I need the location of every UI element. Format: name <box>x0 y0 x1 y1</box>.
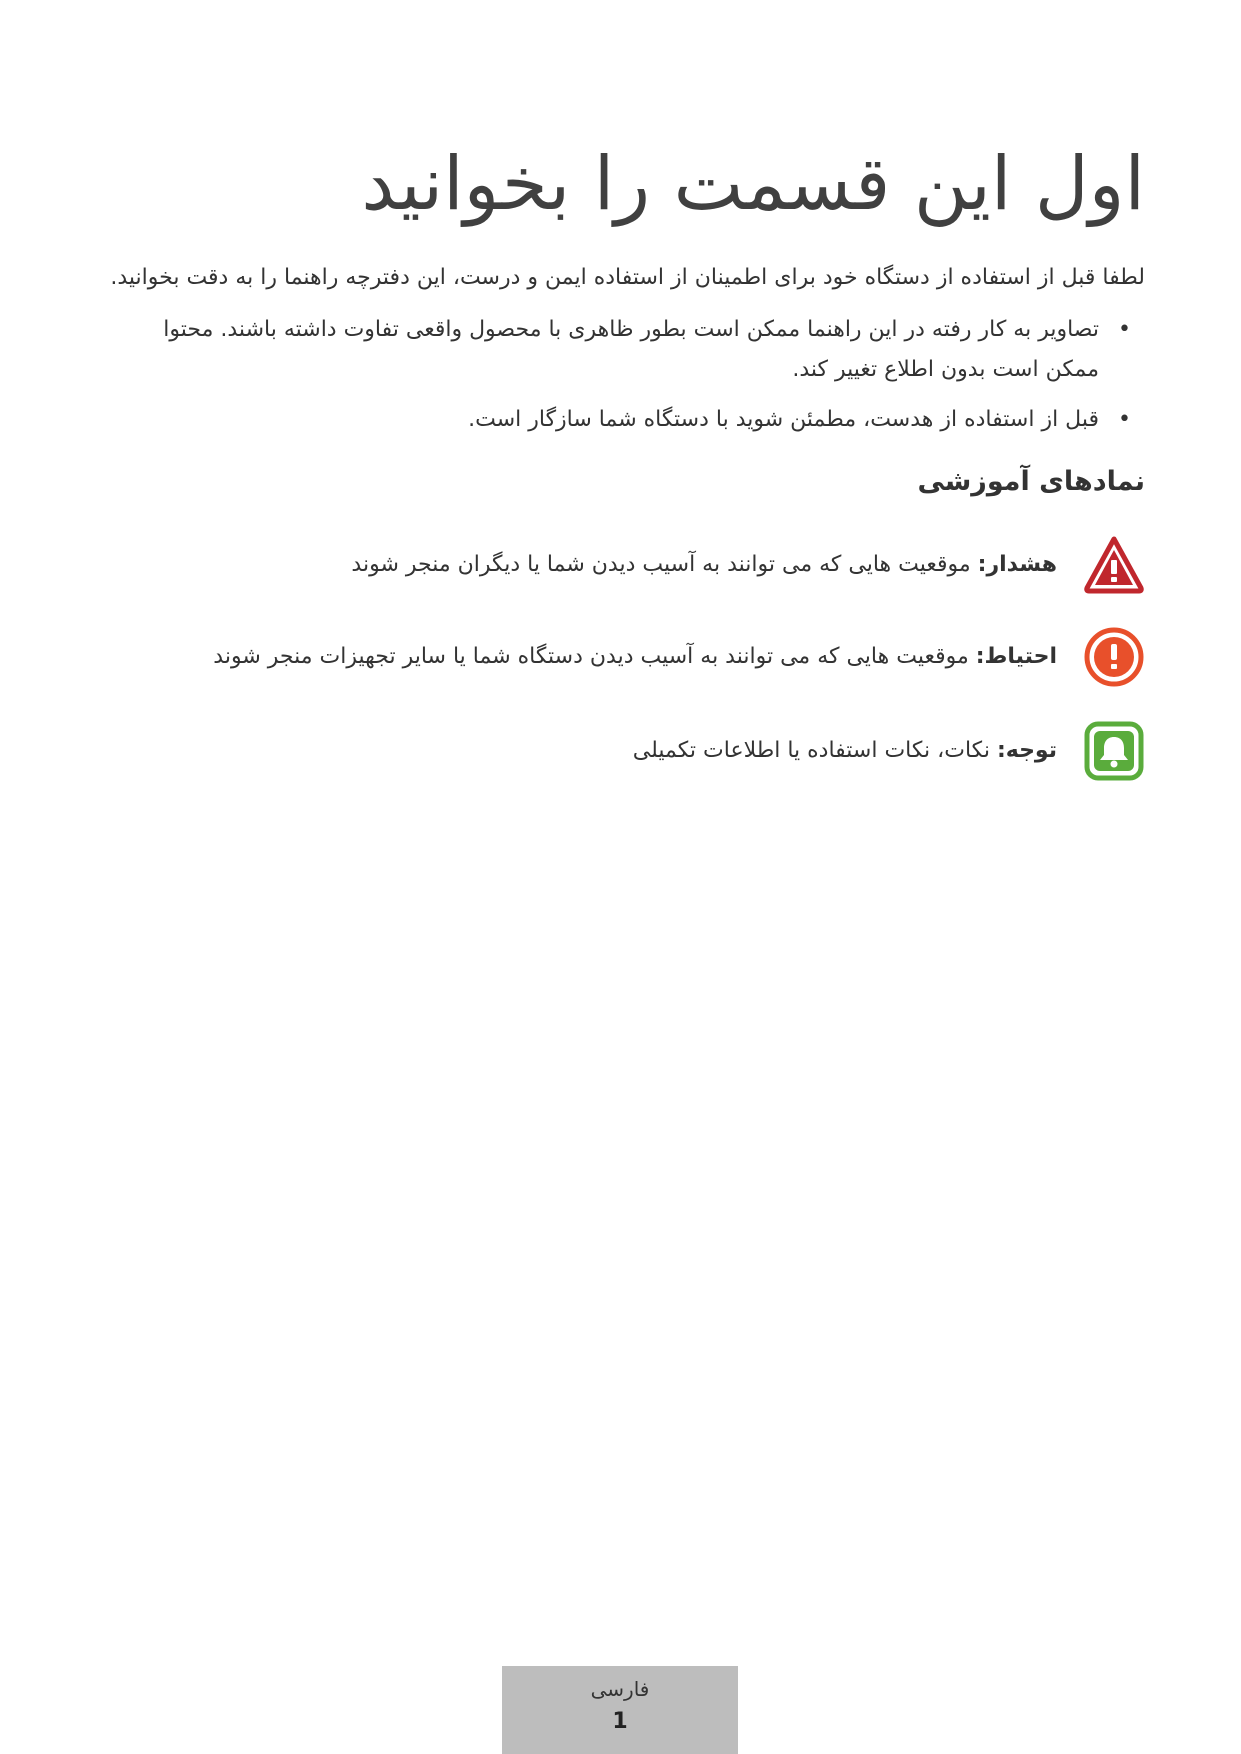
notice-body: نکات، نکات استفاده یا اطلاعات تکمیلی <box>632 738 997 763</box>
note-bell-icon <box>1083 720 1145 782</box>
footer-language: فارسی <box>590 1677 650 1701</box>
notice-label: احتیاط: <box>975 644 1057 669</box>
page-number: 1 <box>612 1709 628 1734</box>
page-footer <box>502 1666 738 1754</box>
notice-warning <box>125 534 1145 596</box>
list-item-text: قبل از استفاده از هدست، مطمئن شوید با دستگاه شما سازگار است. <box>468 407 1099 432</box>
bullet-marker: • <box>1118 317 1131 342</box>
intro-paragraph: لطفا قبل از استفاده از دستگاه خود برای اطمینان از استفاده ایمن و درست، این دفترچه راهنما را به دقت بخوانید. <box>110 265 1145 290</box>
list-item <box>125 400 1145 440</box>
notice-warning-text <box>351 547 1057 583</box>
notice-label: توجه: <box>996 738 1057 763</box>
bullet-marker: • <box>1118 407 1131 432</box>
notice-body: موقعیت هایی که می توانند به آسیب دیدن شما یا دیگران منجر شوند <box>351 552 978 577</box>
list-item <box>125 310 1145 390</box>
warning-triangle-icon <box>1083 534 1145 596</box>
notice-note-text <box>633 733 1057 769</box>
list-item-text: تصاویر به کار رفته در این راهنما ممکن است بطور ظاهری با محصول واقعی تفاوت داشته باشند. محتوا ممکن است بدون اطلاع تغییر کند. <box>163 317 1099 382</box>
caution-exclamation-icon <box>1083 626 1145 688</box>
bullet-list <box>125 310 1145 450</box>
section-heading: نمادهای آموزشی <box>917 466 1145 497</box>
notice-note <box>125 720 1145 782</box>
notice-label: هشدار: <box>977 552 1057 577</box>
notice-caution <box>125 626 1145 688</box>
notice-caution-text <box>213 639 1057 675</box>
page-title: اول این قسمت را بخوانید <box>361 141 1145 227</box>
notice-body: موقعیت هایی که می توانند به آسیب دیدن دستگاه شما یا سایر تجهیزات منجر شوند <box>213 644 976 669</box>
